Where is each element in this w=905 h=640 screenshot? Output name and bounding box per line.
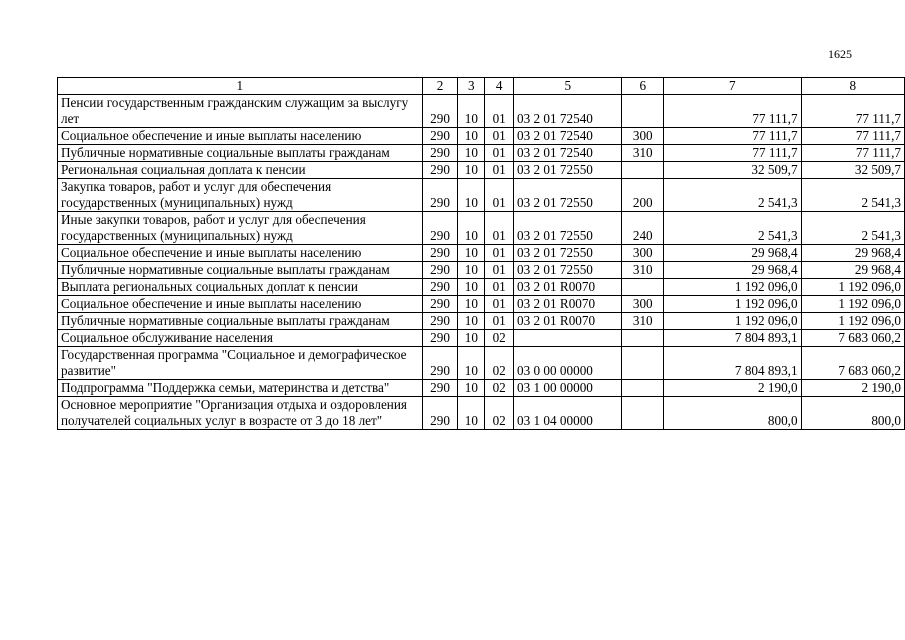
amount-col-8: 1 192 096,0 [801, 313, 904, 330]
table-row [58, 145, 905, 162]
expense-type-code: 310 [622, 145, 664, 162]
amount-col-7: 77 111,7 [664, 95, 802, 128]
amount-col-7: 29 968,4 [664, 245, 802, 262]
amount-col-8: 7 683 060,2 [801, 330, 904, 347]
subsection-code: 01 [485, 145, 514, 162]
target-article-code: 03 2 01 R0070 [514, 313, 622, 330]
amount-col-8: 2 541,3 [801, 179, 904, 212]
table-row [58, 313, 905, 330]
amount-col-8: 800,0 [801, 397, 904, 430]
header-col-4: 4 [485, 78, 514, 95]
ministry-code: 290 [422, 128, 458, 145]
subsection-code: 01 [485, 95, 514, 128]
budget-table [57, 77, 905, 430]
row-name: Региональная социальная доплата к пенсии [58, 162, 423, 179]
amount-col-7: 2 190,0 [664, 380, 802, 397]
amount-col-7: 29 968,4 [664, 262, 802, 279]
expense-type-code: 300 [622, 128, 664, 145]
section-code: 10 [458, 397, 485, 430]
amount-col-8: 77 111,7 [801, 145, 904, 162]
header-col-3: 3 [458, 78, 485, 95]
ministry-code: 290 [422, 330, 458, 347]
table-row [58, 397, 905, 430]
subsection-code: 02 [485, 380, 514, 397]
expense-type-code [622, 347, 664, 380]
section-code: 10 [458, 212, 485, 245]
header-col-5: 5 [514, 78, 622, 95]
row-name: Социальное обеспечение и иные выплаты населению [58, 245, 423, 262]
row-name: Подпрограмма "Поддержка семьи, материнства и детства" [58, 380, 423, 397]
expense-type-code: 200 [622, 179, 664, 212]
section-code: 10 [458, 145, 485, 162]
section-code: 10 [458, 279, 485, 296]
subsection-code: 01 [485, 279, 514, 296]
expense-type-code [622, 162, 664, 179]
section-code: 10 [458, 262, 485, 279]
target-article-code: 03 2 01 72540 [514, 128, 622, 145]
amount-col-8: 1 192 096,0 [801, 296, 904, 313]
amount-col-7: 2 541,3 [664, 179, 802, 212]
subsection-code: 01 [485, 313, 514, 330]
row-name: Публичные нормативные социальные выплаты гражданам [58, 145, 423, 162]
header-col-1: 1 [58, 78, 423, 95]
amount-col-8: 29 968,4 [801, 245, 904, 262]
table-row [58, 279, 905, 296]
amount-col-8: 7 683 060,2 [801, 347, 904, 380]
subsection-code: 01 [485, 128, 514, 145]
header-col-2: 2 [422, 78, 458, 95]
amount-col-8: 77 111,7 [801, 128, 904, 145]
ministry-code: 290 [422, 347, 458, 380]
amount-col-7: 800,0 [664, 397, 802, 430]
header-col-6: 6 [622, 78, 664, 95]
amount-col-7: 77 111,7 [664, 128, 802, 145]
expense-type-code [622, 95, 664, 128]
table-row [58, 212, 905, 245]
table-row [58, 179, 905, 212]
target-article-code: 03 2 01 72540 [514, 145, 622, 162]
amount-col-7: 7 804 893,1 [664, 347, 802, 380]
subsection-code: 01 [485, 296, 514, 313]
table-row [58, 128, 905, 145]
amount-col-7: 7 804 893,1 [664, 330, 802, 347]
amount-col-8: 2 190,0 [801, 380, 904, 397]
row-name: Социальное обслуживание населения [58, 330, 423, 347]
subsection-code: 02 [485, 347, 514, 380]
expense-type-code: 300 [622, 245, 664, 262]
section-code: 10 [458, 162, 485, 179]
target-article-code: 03 2 01 72550 [514, 245, 622, 262]
ministry-code: 290 [422, 245, 458, 262]
target-article-code: 03 2 01 72540 [514, 95, 622, 128]
target-article-code: 03 2 01 72550 [514, 179, 622, 212]
table-row [58, 245, 905, 262]
target-article-code: 03 2 01 R0070 [514, 279, 622, 296]
ministry-code: 290 [422, 296, 458, 313]
table-row [58, 347, 905, 380]
subsection-code: 01 [485, 262, 514, 279]
ministry-code: 290 [422, 145, 458, 162]
expense-type-code [622, 330, 664, 347]
ministry-code: 290 [422, 397, 458, 430]
row-name: Социальное обеспечение и иные выплаты населению [58, 128, 423, 145]
amount-col-8: 32 509,7 [801, 162, 904, 179]
header-col-8: 8 [801, 78, 904, 95]
row-name: Социальное обеспечение и иные выплаты населению [58, 296, 423, 313]
subsection-code: 01 [485, 245, 514, 262]
target-article-code: 03 2 01 72550 [514, 262, 622, 279]
section-code: 10 [458, 179, 485, 212]
target-article-code: 03 2 01 72550 [514, 212, 622, 245]
section-code: 10 [458, 245, 485, 262]
subsection-code: 01 [485, 162, 514, 179]
subsection-code: 01 [485, 212, 514, 245]
ministry-code: 290 [422, 380, 458, 397]
row-name: Выплата региональных социальных доплат к пенсии [58, 279, 423, 296]
amount-col-8: 2 541,3 [801, 212, 904, 245]
amount-col-7: 1 192 096,0 [664, 279, 802, 296]
target-article-code [514, 330, 622, 347]
row-name: Публичные нормативные социальные выплаты гражданам [58, 313, 423, 330]
expense-type-code [622, 397, 664, 430]
header-row [58, 78, 905, 95]
amount-col-7: 2 541,3 [664, 212, 802, 245]
ministry-code: 290 [422, 179, 458, 212]
row-name: Пенсии государственным гражданским служащим за выслугу лет [58, 95, 423, 128]
target-article-code: 03 1 04 00000 [514, 397, 622, 430]
amount-col-7: 77 111,7 [664, 145, 802, 162]
section-code: 10 [458, 128, 485, 145]
amount-col-8: 29 968,4 [801, 262, 904, 279]
row-name: Публичные нормативные социальные выплаты гражданам [58, 262, 423, 279]
table-row [58, 95, 905, 128]
expense-type-code: 300 [622, 296, 664, 313]
ministry-code: 290 [422, 279, 458, 296]
row-name: Иные закупки товаров, работ и услуг для обеспечения государственных (муниципальных) нужд [58, 212, 423, 245]
section-code: 10 [458, 380, 485, 397]
row-name: Государственная программа "Социальное и демографическое развитие" [58, 347, 423, 380]
amount-col-8: 1 192 096,0 [801, 279, 904, 296]
section-code: 10 [458, 95, 485, 128]
table-row [58, 162, 905, 179]
ministry-code: 290 [422, 212, 458, 245]
amount-col-7: 32 509,7 [664, 162, 802, 179]
header-col-7: 7 [664, 78, 802, 95]
target-article-code: 03 0 00 00000 [514, 347, 622, 380]
section-code: 10 [458, 330, 485, 347]
subsection-code: 02 [485, 397, 514, 430]
table-row [58, 380, 905, 397]
table-row [58, 296, 905, 313]
expense-type-code [622, 279, 664, 296]
expense-type-code: 310 [622, 262, 664, 279]
target-article-code: 03 1 00 00000 [514, 380, 622, 397]
page-number: 1625 [828, 47, 852, 61]
target-article-code: 03 2 01 72550 [514, 162, 622, 179]
section-code: 10 [458, 313, 485, 330]
ministry-code: 290 [422, 313, 458, 330]
subsection-code: 02 [485, 330, 514, 347]
ministry-code: 290 [422, 262, 458, 279]
amount-col-8: 77 111,7 [801, 95, 904, 128]
table-row [58, 330, 905, 347]
expense-type-code [622, 380, 664, 397]
subsection-code: 01 [485, 179, 514, 212]
row-name: Закупка товаров, работ и услуг для обеспечения государственных (муниципальных) нужд [58, 179, 423, 212]
section-code: 10 [458, 347, 485, 380]
table-row [58, 262, 905, 279]
ministry-code: 290 [422, 162, 458, 179]
ministry-code: 290 [422, 95, 458, 128]
expense-type-code: 240 [622, 212, 664, 245]
amount-col-7: 1 192 096,0 [664, 313, 802, 330]
row-name: Основное мероприятие "Организация отдыха и оздоровления получателей социальных услуг в возрасте от 3 до 18 лет" [58, 397, 423, 430]
expense-type-code: 310 [622, 313, 664, 330]
amount-col-7: 1 192 096,0 [664, 296, 802, 313]
section-code: 10 [458, 296, 485, 313]
target-article-code: 03 2 01 R0070 [514, 296, 622, 313]
